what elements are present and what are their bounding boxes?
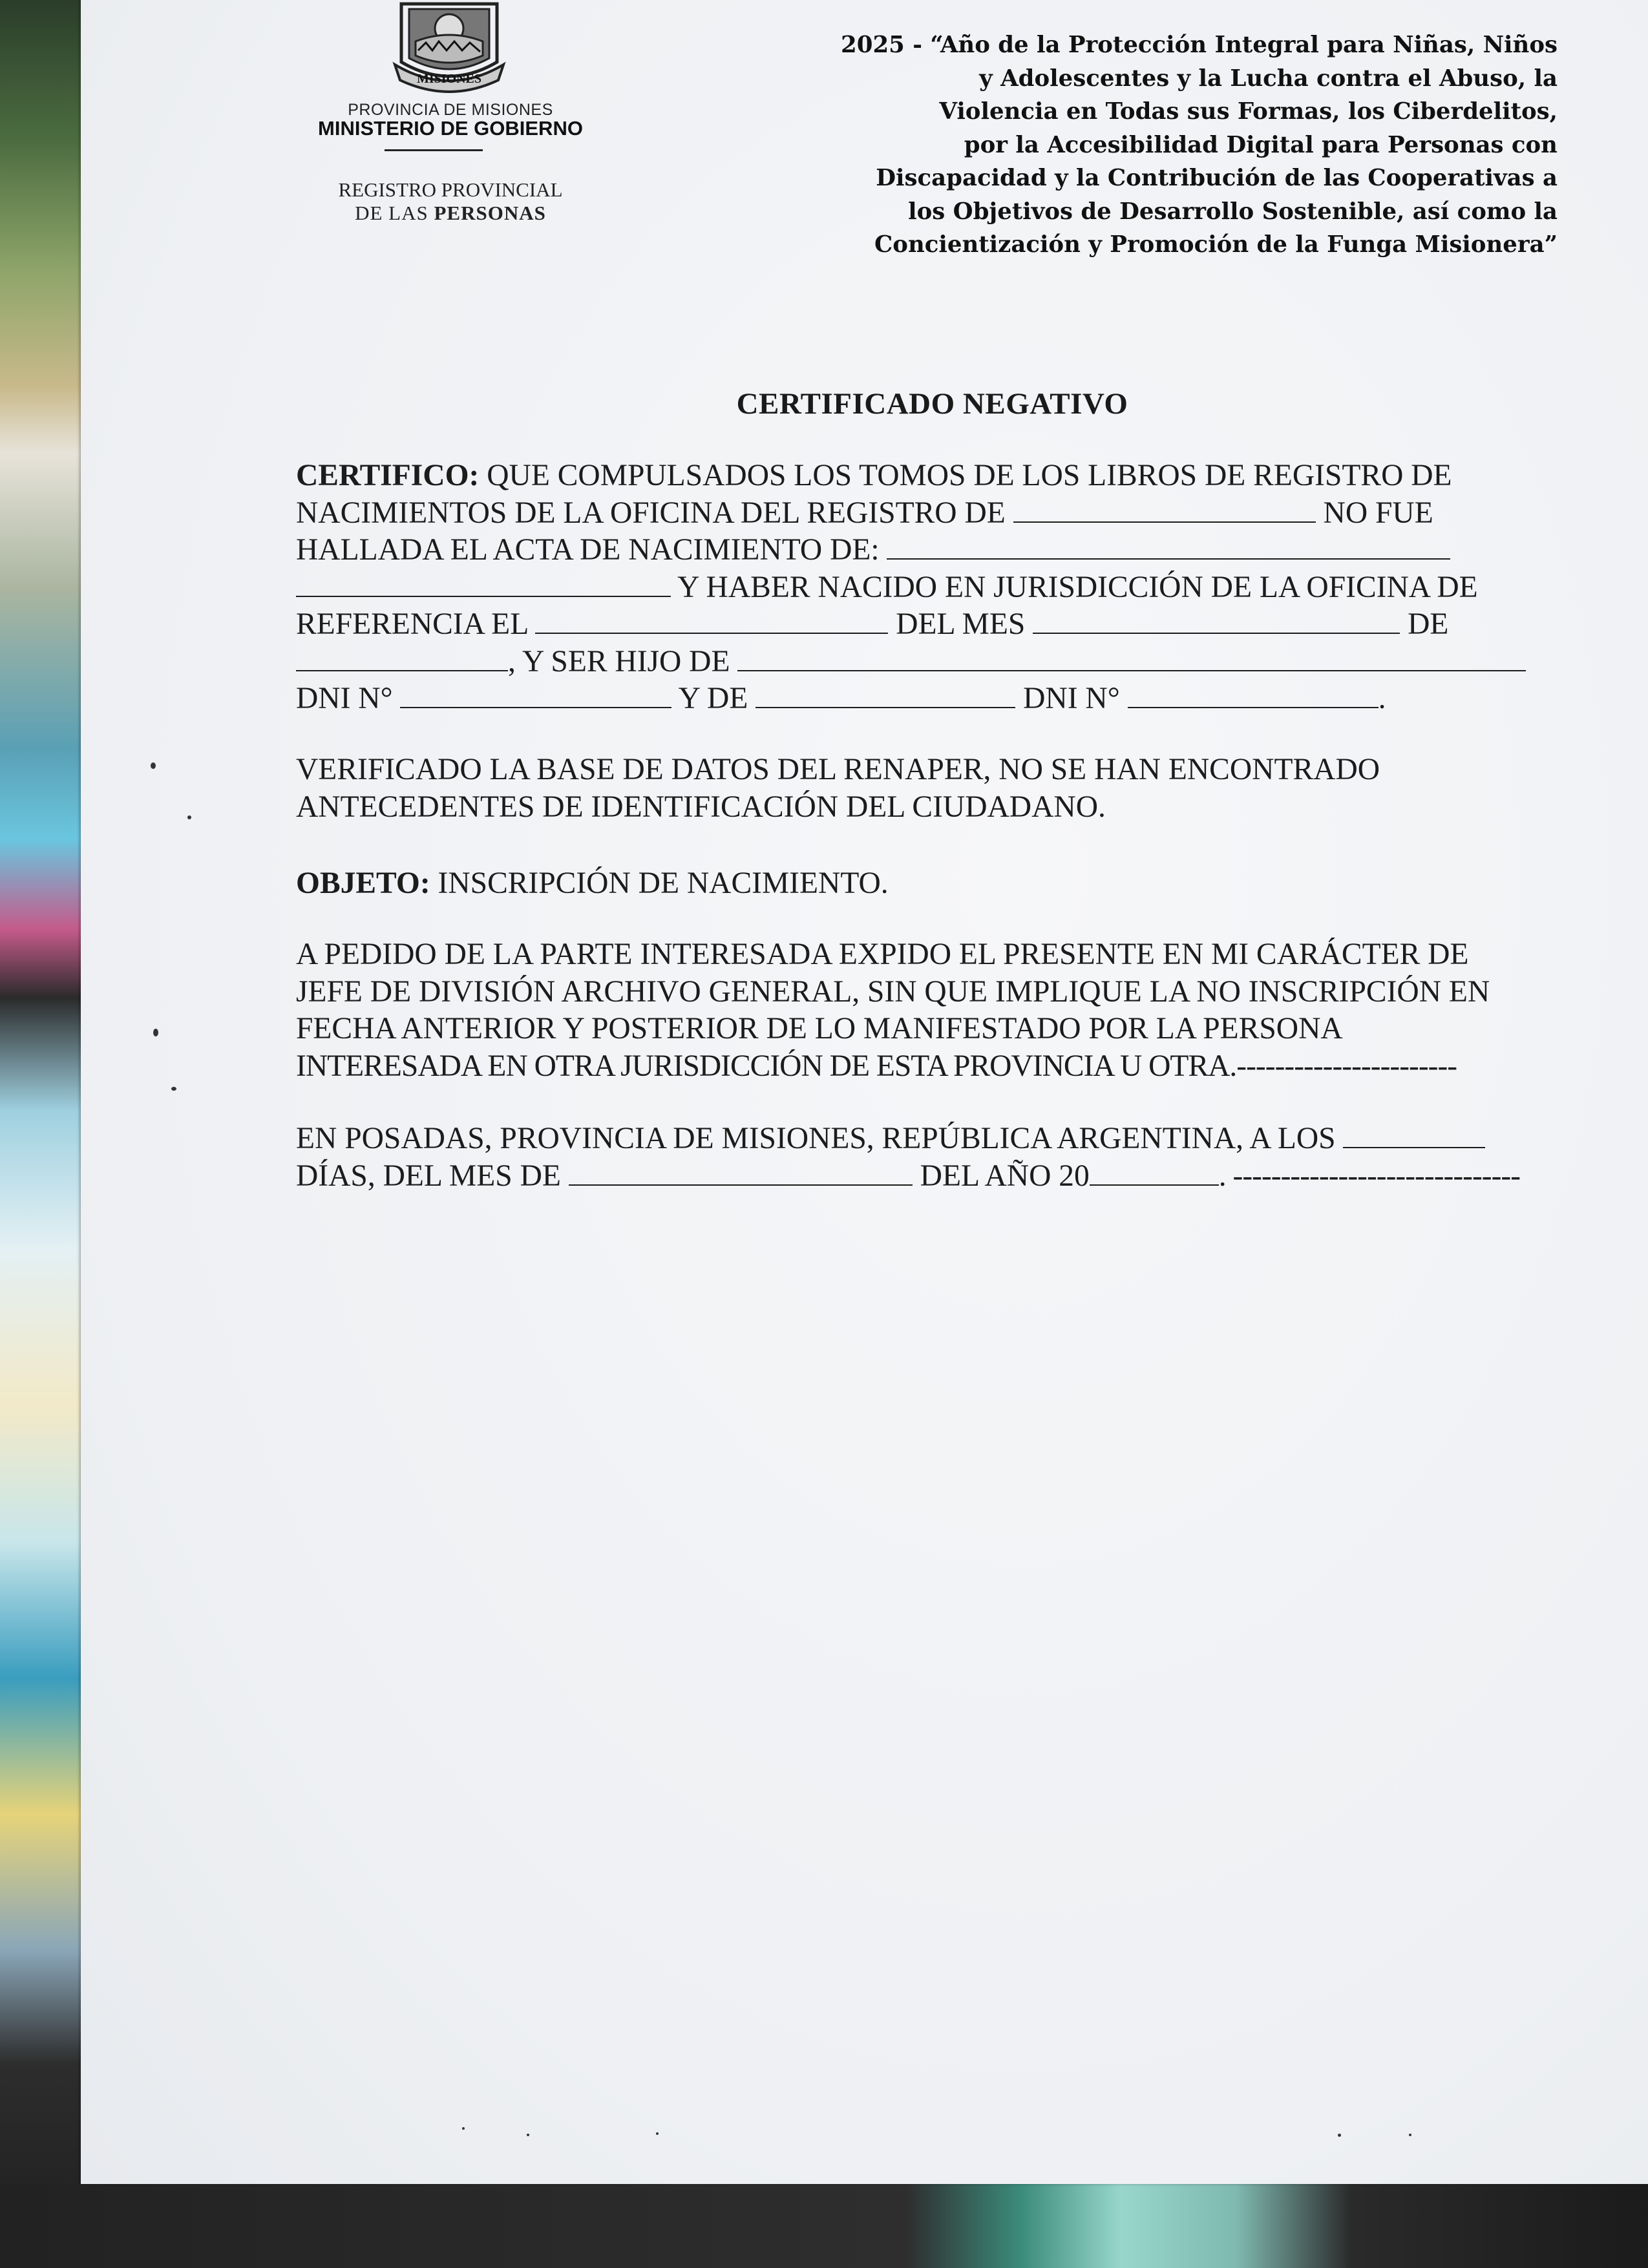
motto-line: por la Accesibilidad Digital para Personas con	[964, 131, 1558, 158]
objeto-paragraph	[296, 865, 1614, 903]
pedido-text-2: JEFE DE DIVISIÓN ARCHIVO GENERAL, SIN QUE IMPLIQUE LA NO INSCRIPCIÓN EN	[296, 974, 1490, 1009]
certifico-text-6: , Y SER HIJO DE	[508, 644, 738, 678]
header-registry-line1: REGISTRO PROVINCIAL	[338, 178, 563, 201]
person-name-blank-2[interactable]	[296, 571, 671, 597]
header-divider	[385, 149, 483, 151]
objeto-text: INSCRIPCIÓN DE NACIMIENTO.	[430, 866, 889, 900]
scanner-edge-strip	[0, 0, 84, 2268]
paper-speck	[187, 815, 191, 819]
certifico-text-7d: .	[1378, 682, 1386, 715]
certifico-text-7b: Y DE	[671, 682, 756, 715]
crest-banner-text: MISIONES	[416, 72, 482, 86]
pedido-text-1: A PEDIDO DE LA PARTE INTERESADA EXPIDO EL PRESENTE EN MI CARÁCTER DE	[296, 938, 1469, 971]
motto-line: Concientización y Promoción de la Funga Misionera”	[874, 231, 1558, 258]
scanner-bottom-strip	[0, 2184, 1648, 2268]
year-motto	[701, 28, 1558, 262]
second-parent-name-blank[interactable]	[755, 682, 1015, 708]
header-ministry: MINISTERIO DE GOBIERNO	[318, 117, 583, 140]
parent-name-blank[interactable]	[737, 646, 1526, 671]
paper-speck	[1338, 2134, 1341, 2137]
certifico-text-5c: DE	[1400, 607, 1449, 641]
verificado-paragraph	[296, 751, 1614, 826]
paper-speck	[527, 2134, 529, 2136]
certifico-paragraph	[296, 457, 1614, 718]
motto-line: los Objetivos de Desarrollo Sostenible, así como la	[908, 198, 1558, 225]
document-page	[81, 0, 1648, 2184]
paper-speck	[171, 1087, 176, 1091]
header-registry-line2: DE LAS PERSONAS	[355, 202, 546, 224]
paper-speck	[1409, 2134, 1411, 2136]
certifico-text-7c: DNI N°	[1015, 682, 1128, 715]
certifico-text-7: DNI N°	[296, 682, 401, 715]
verificado-text-2: ANTECEDENTES DE IDENTIFICACIÓN DEL CIUDADANO.	[296, 790, 1106, 824]
posadas-text-2b: DEL AÑO 20	[912, 1159, 1090, 1193]
document-title: CERTIFICADO NEGATIVO	[736, 387, 1128, 421]
parent-dni-blank[interactable]	[400, 682, 671, 708]
pedido-text-4: INTERESADA EN OTRA JURISDICCIÓN DE ESTA PROVINCIA U OTRA.-----------------------	[296, 1049, 1457, 1083]
header-province: PROVINCIA DE MISIONES	[348, 101, 553, 119]
paper-speck	[153, 1029, 158, 1036]
second-parent-dni-blank[interactable]	[1128, 682, 1379, 708]
certifico-text-5: REFERENCIA EL	[296, 607, 536, 641]
misiones-crest-logo	[390, 0, 509, 97]
posadas-text-2: DÍAS, DEL MES DE	[296, 1159, 569, 1193]
registry-office-blank[interactable]	[1013, 497, 1316, 523]
birth-year-blank[interactable]	[296, 646, 508, 671]
paper-speck	[151, 762, 156, 769]
issue-year-blank[interactable]	[1090, 1160, 1219, 1186]
birth-day-blank[interactable]	[535, 608, 888, 634]
objeto-label: OBJETO:	[296, 866, 430, 900]
certifico-text-2b: NO FUE	[1315, 496, 1433, 530]
paper-speck	[656, 2132, 659, 2135]
motto-line: Violencia en Todas sus Formas, los Ciberdelitos,	[939, 98, 1558, 125]
pedido-text-3: FECHA ANTERIOR Y POSTERIOR DE LO MANIFESTADO POR LA PERSONA	[296, 1012, 1343, 1045]
motto-line: Discapacidad y la Contribución de las Cooperativas a	[876, 165, 1558, 191]
verificado-text-1: VERIFICADO LA BASE DE DATOS DEL RENAPER, NO SE HAN ENCONTRADO	[296, 753, 1380, 786]
posadas-paragraph	[296, 1120, 1614, 1195]
certifico-label: CERTIFICO:	[296, 459, 480, 492]
birth-month-blank[interactable]	[1033, 608, 1400, 634]
issue-day-blank[interactable]	[1343, 1122, 1485, 1148]
posadas-text-1: EN POSADAS, PROVINCIA DE MISIONES, REPÚBLICA ARGENTINA, A LOS	[296, 1122, 1344, 1155]
paper-speck	[462, 2127, 465, 2130]
person-name-blank[interactable]	[887, 534, 1450, 560]
issue-month-blank[interactable]	[569, 1160, 913, 1186]
certifico-text-2: NACIMIENTOS DE LA OFICINA DEL REGISTRO DE	[296, 496, 1013, 530]
certifico-text-3: HALLADA EL ACTA DE NACIMIENTO DE:	[296, 533, 887, 567]
motto-line: 2025 - “Año de la Protección Integral para Niñas, Niños	[841, 32, 1558, 58]
certifico-text-1: QUE COMPULSADOS LOS TOMOS DE LOS LIBROS DE REGISTRO DE	[479, 459, 1452, 492]
certifico-text-5b: DEL MES	[888, 607, 1033, 641]
motto-line: y Adolescentes y la Lucha contra el Abuso, la	[979, 65, 1558, 92]
posadas-text-2c: . ------------------------------	[1218, 1159, 1521, 1193]
certifico-text-4: Y HABER NACIDO EN JURISDICCIÓN DE LA OFICINA DE	[671, 570, 1478, 604]
pedido-paragraph	[296, 936, 1614, 1085]
